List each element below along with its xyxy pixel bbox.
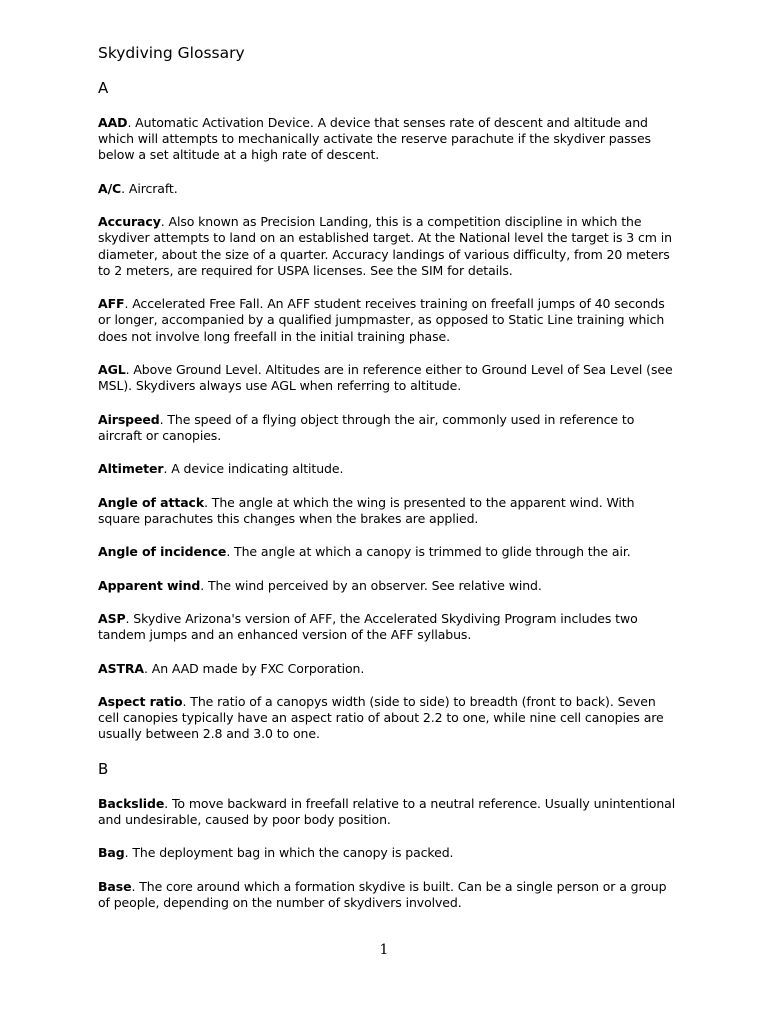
document-title: Skydiving Glossary (98, 44, 245, 62)
document-page (98, 44, 680, 928)
glossary-entry (98, 495, 680, 527)
entry-definition: . The ratio of a canopys width (side to side) to breadth (front to back). Seven cell canopies typically have an aspect ratio of about 2.2 to one, while nine cell canopies are usually between 2.8 and 3.0 to one. (98, 693, 664, 742)
glossary-entry (98, 661, 680, 677)
glossary-entry (98, 362, 680, 394)
entry-definition: . Automatic Activation Device. A device that senses rate of descent and altitude and which will attempts to mechanically activate the reserve parachute if the skydiver passes below a set altitude at a high rate of descent. (98, 115, 651, 163)
entry-list (98, 115, 680, 743)
entry-term: AFF (98, 296, 125, 312)
entry-term: Bag (98, 845, 125, 861)
entry-definition: . A device indicating altitude. (163, 461, 344, 477)
entry-term: Apparent wind (98, 577, 201, 593)
glossary-entry (98, 694, 680, 743)
entry-definition: . To move backward in freefall relative to a neutral reference. Usually unintentional and undesirable, caused by poor body position. (98, 795, 676, 827)
entry-term: A/C (98, 180, 122, 196)
entry-term: Airspeed (98, 411, 160, 427)
glossary-entry (98, 115, 680, 164)
entry-term: ASTRA (98, 660, 145, 676)
entry-term: AAD (98, 115, 128, 130)
section-heading: B (98, 759, 109, 778)
entry-definition: . The wind perceived by an observer. See relative wind. (200, 577, 542, 593)
entry-term: AGL (98, 361, 126, 377)
entry-definition: . The core around which a formation skydive is built. Can be a single person or a group of people, depending on the number of skydivers involved. (98, 878, 667, 910)
entry-term: Angle of incidence (98, 544, 227, 560)
entry-term: Backslide (98, 795, 165, 811)
entry-term: ASP (98, 610, 126, 626)
entry-definition: . Aircraft. (121, 180, 178, 196)
entry-term: Accuracy (98, 214, 161, 230)
entry-definition: . The angle at which the wing is presented to the apparent wind. With square parachutes this changes when the brakes are applied. (98, 494, 635, 526)
glossary-entry (98, 214, 680, 279)
glossary-entry (98, 611, 680, 643)
page-number: 1 (379, 942, 389, 958)
entry-term: Base (98, 878, 132, 894)
entry-definition: . The speed of a flying object through the air, commonly used in reference to aircraft or canopies. (98, 411, 635, 443)
entry-definition: . The angle at which a canopy is trimmed to glide through the air. (226, 544, 631, 560)
entry-definition: . Above Ground Level. Altitudes are in reference either to Ground Level of Sea Level (see MSL). Skydivers always use AGL when referring to altitude. (98, 361, 673, 394)
entry-term: Altimeter (98, 461, 164, 477)
section-heading: A (98, 79, 109, 97)
entry-definition: . Also known as Precision Landing, this is a competition discipline in which the skydiver attempts to land on an established target. At the National level the target is 3 cm in diameter, about the size of a quarter. Accuracy landings of various difficulty, from 20 meters to 2 meters, are required for USPA licenses. See the SIM for details. (98, 214, 672, 278)
glossary-entry (98, 181, 680, 197)
entry-term: Angle of attack (98, 494, 205, 510)
glossary-sections (98, 79, 680, 911)
entry-list (98, 796, 680, 911)
glossary-entry (98, 879, 680, 911)
glossary-entry (98, 796, 680, 828)
entry-definition: . The deployment bag in which the canopy is packed. (124, 845, 454, 861)
glossary-entry (98, 544, 680, 560)
entry-definition: . Accelerated Free Fall. An AFF student receives training on freefall jumps of 40 seconds or longer, accompanied by a qualified jumpmaster, as opposed to Static Line training which does not involve long freefall in the initial training phase. (98, 296, 665, 344)
glossary-entry (98, 845, 680, 861)
entry-term: Aspect ratio (98, 693, 183, 709)
glossary-entry (98, 412, 680, 444)
glossary-entry (98, 461, 680, 477)
glossary-entry (98, 296, 680, 345)
entry-definition: . Skydive Arizona's version of AFF, the Accelerated Skydiving Program includes two tandem jumps and an enhanced version of the AFF syllabus. (98, 610, 638, 643)
entry-definition: . An AAD made by FXC Corporation. (144, 660, 365, 676)
glossary-entry (98, 578, 680, 594)
